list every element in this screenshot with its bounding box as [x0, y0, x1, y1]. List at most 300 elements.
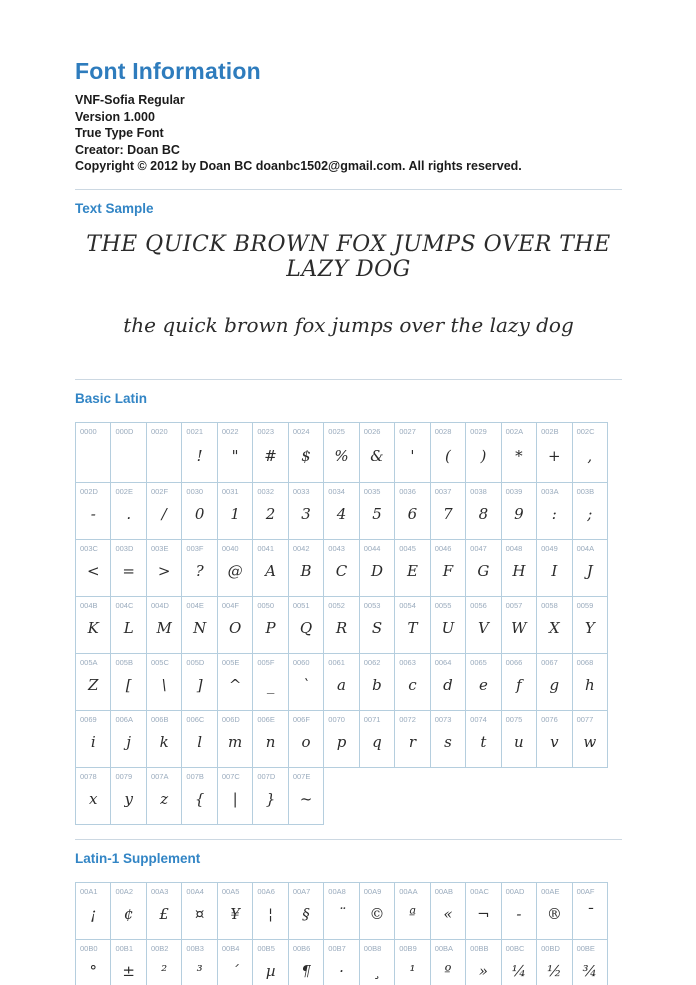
char-glyph: d [443, 676, 453, 694]
char-glyph: \ [161, 676, 167, 694]
char-code-label: 004C [115, 600, 134, 610]
char-code-label: 004A [576, 543, 595, 553]
char-code-label: 0075 [505, 714, 523, 724]
char-glyph: / [161, 505, 167, 523]
char-glyph: Y [584, 619, 595, 637]
char-code-label: 00B6 [292, 943, 311, 953]
char-glyph: * [515, 446, 523, 465]
char-code-label: 00BB [470, 943, 489, 953]
char-code-label: 005D [186, 657, 205, 667]
char-cell [359, 939, 395, 985]
char-cell [217, 653, 253, 711]
char-cell [252, 710, 288, 768]
char-glyph: ^ [228, 676, 242, 694]
char-glyph: µ [265, 962, 276, 980]
char-glyph: @ [227, 562, 243, 580]
char-cell [465, 939, 501, 985]
char-cell [465, 882, 501, 940]
char-cell [252, 882, 288, 940]
char-glyph: H [512, 562, 526, 580]
char-code-label: 0000 [80, 426, 97, 436]
char-glyph: ¯ [586, 905, 594, 923]
char-cell [217, 539, 253, 597]
char-cell [501, 422, 537, 483]
char-cell [181, 939, 217, 985]
char-cell [288, 482, 324, 540]
char-cell [394, 710, 430, 768]
char-code-label: 006A [115, 714, 133, 724]
char-cell [465, 482, 501, 540]
char-cell [572, 939, 608, 985]
char-cell [75, 939, 111, 985]
char-cell [572, 596, 608, 654]
char-cell [252, 767, 288, 825]
char-cell [430, 539, 466, 597]
char-glyph: f [516, 676, 522, 694]
char-code-label: 0039 [505, 486, 523, 496]
char-glyph: [ [125, 676, 132, 694]
char-code-label: 002C [576, 426, 595, 436]
char-cell [323, 539, 359, 597]
char-code-label: 000D [115, 426, 134, 436]
char-cell [323, 653, 359, 711]
char-code-label: 0070 [328, 714, 345, 724]
char-cell [110, 882, 146, 940]
char-cell [181, 653, 217, 711]
char-code-label: 00A2 [115, 886, 133, 896]
char-code-label: 0043 [328, 543, 345, 553]
char-code-label: 0034 [328, 486, 345, 496]
char-cell [465, 710, 501, 768]
char-glyph: L [123, 619, 134, 637]
char-cell [288, 596, 324, 654]
char-cell [465, 422, 501, 483]
char-glyph: > [157, 562, 171, 580]
char-glyph: ¥ [230, 905, 240, 923]
char-glyph: ¦ [268, 905, 274, 923]
char-cell [536, 482, 572, 540]
char-cell [323, 882, 359, 940]
char-glyph: C [335, 562, 348, 580]
char-code-label: 00AD [505, 886, 525, 896]
char-cell [572, 422, 608, 483]
char-cell [75, 596, 111, 654]
char-glyph: ¼ [511, 962, 527, 980]
char-code-label: 00B1 [115, 943, 133, 953]
char-cell [146, 882, 182, 940]
char-cell [536, 882, 572, 940]
char-glyph [76, 436, 110, 482]
char-glyph: ¶ [301, 962, 311, 980]
char-cell [465, 596, 501, 654]
char-glyph [147, 436, 181, 482]
char-code-label: 00A7 [292, 886, 311, 896]
char-code-label: 0032 [257, 486, 275, 496]
char-glyph: ! [196, 446, 203, 465]
char-code-label: 0068 [576, 657, 594, 667]
char-code-label: 00B4 [221, 943, 240, 953]
char-glyph: ² [161, 962, 168, 980]
char-glyph: ¹ [409, 962, 416, 980]
char-cell [501, 596, 537, 654]
char-glyph: T [407, 619, 418, 637]
char-code-label: 002F [150, 486, 169, 496]
char-glyph: · [339, 962, 344, 980]
char-glyph: 8 [478, 505, 489, 523]
char-glyph: D [370, 562, 383, 580]
char-cell [217, 939, 253, 985]
char-glyph: W [511, 619, 527, 637]
font-name: VNF-Sofia Regular [75, 93, 185, 107]
char-code-label: 002B [541, 426, 559, 436]
char-code-label: 0048 [505, 543, 523, 553]
char-code-label: 003B [576, 486, 595, 496]
char-code-label: 0072 [399, 714, 416, 724]
char-glyph: » [478, 962, 488, 980]
char-cell [572, 539, 608, 597]
char-glyph: _ [266, 676, 275, 694]
char-code-label: 0051 [292, 600, 310, 610]
char-cell [501, 939, 537, 985]
char-cell [288, 767, 324, 825]
char-code-label: 0062 [363, 657, 381, 667]
char-cell [501, 653, 537, 711]
char-code-label: 0052 [328, 600, 345, 610]
char-code-label: 0045 [399, 543, 416, 553]
char-code-label: 005C [150, 657, 169, 667]
char-cell [252, 939, 288, 985]
char-glyph: : [551, 505, 557, 523]
char-code-label: 0022 [221, 426, 239, 436]
char-code-label: 00B3 [186, 943, 204, 953]
char-code-label: 0064 [434, 657, 452, 667]
char-code-label: 0066 [505, 657, 523, 667]
char-glyph: m [227, 733, 243, 751]
char-cell [394, 882, 430, 940]
char-glyph [111, 436, 145, 482]
font-type: True Type Font [75, 126, 164, 140]
char-cell [75, 422, 111, 483]
char-glyph: { [194, 790, 205, 808]
char-cell [181, 422, 217, 483]
char-code-label: 0057 [505, 600, 523, 610]
char-glyph: S [371, 619, 383, 637]
char-cell [359, 539, 395, 597]
char-cell [181, 596, 217, 654]
latin1-supplement-table [75, 882, 622, 985]
char-cell [323, 422, 359, 483]
char-row [75, 939, 622, 985]
char-glyph: G [477, 562, 490, 580]
char-code-label: 004F [221, 600, 239, 610]
char-cell [465, 539, 501, 597]
char-glyph: . [126, 505, 132, 523]
char-row [75, 710, 622, 768]
char-cell [252, 422, 288, 483]
char-code-label: 0065 [470, 657, 487, 667]
char-cell [430, 422, 466, 483]
char-row [75, 482, 622, 540]
char-cell [110, 767, 146, 825]
char-code-label: 0020 [150, 426, 168, 436]
char-glyph: ] [196, 676, 203, 694]
char-cell [181, 767, 217, 825]
char-glyph: = [122, 562, 135, 580]
char-glyph: 6 [407, 505, 418, 523]
char-glyph: A [265, 562, 276, 580]
char-cell [323, 939, 359, 985]
char-code-label: 005A [80, 657, 98, 667]
char-cell [75, 710, 111, 768]
char-glyph: F [442, 562, 454, 580]
char-code-label: 002D [80, 486, 98, 496]
char-glyph: $ [301, 446, 311, 465]
char-glyph: ½ [547, 962, 562, 980]
font-creator: Creator: Doan BC [75, 142, 180, 157]
char-code-label: 0033 [292, 486, 310, 496]
char-code-label: 0031 [221, 486, 239, 496]
char-cell [181, 482, 217, 540]
char-cell [217, 882, 253, 940]
char-glyph: M [156, 619, 172, 637]
char-cell [572, 482, 608, 540]
char-code-label: 0028 [434, 426, 452, 436]
char-glyph: g [549, 676, 560, 694]
char-cell [536, 596, 572, 654]
char-cell [430, 596, 466, 654]
char-glyph: 4 [336, 505, 347, 523]
char-glyph: ¨ [337, 905, 346, 923]
char-glyph: § [302, 905, 310, 923]
char-row [75, 422, 622, 483]
char-glyph: 1 [230, 505, 240, 523]
char-code-label: 00B0 [80, 943, 98, 953]
char-code-label: 006B [150, 714, 169, 724]
char-glyph: r [408, 733, 417, 751]
char-cell [181, 882, 217, 940]
char-cell [359, 653, 395, 711]
char-code-label: 00AA [399, 886, 418, 896]
char-cell [146, 939, 182, 985]
char-cell [146, 653, 182, 711]
char-glyph: l [197, 733, 203, 751]
char-row [75, 882, 622, 940]
char-glyph: ( [444, 446, 451, 465]
char-cell [288, 882, 324, 940]
char-glyph: e [478, 676, 488, 694]
char-row [75, 653, 622, 711]
char-code-label: 0060 [292, 657, 310, 667]
char-cell [181, 710, 217, 768]
char-cell [288, 710, 324, 768]
char-glyph: ' [410, 446, 415, 465]
char-cell [394, 653, 430, 711]
char-cell [75, 482, 111, 540]
char-code-label: 0067 [541, 657, 558, 667]
char-cell [430, 710, 466, 768]
char-code-label: 003E [150, 543, 169, 553]
char-glyph: | [232, 790, 238, 808]
char-glyph: u [514, 733, 524, 751]
char-cell [288, 939, 324, 985]
char-cell [288, 422, 324, 483]
char-cell [394, 939, 430, 985]
char-cell [536, 422, 572, 483]
char-code-label: 0029 [470, 426, 487, 436]
char-cell [217, 767, 253, 825]
char-glyph: P [265, 619, 276, 637]
basic-latin-table [75, 422, 622, 825]
char-cell [252, 539, 288, 597]
char-glyph: y [124, 790, 133, 808]
char-code-label: 007C [221, 771, 240, 781]
char-glyph: - [516, 905, 522, 923]
char-code-label: 00A4 [186, 886, 204, 896]
char-code-label: 006D [221, 714, 240, 724]
char-cell [217, 710, 253, 768]
char-code-label: 0036 [399, 486, 416, 496]
char-glyph: z [160, 790, 169, 808]
char-cell [146, 710, 182, 768]
char-code-label: 0079 [115, 771, 133, 781]
char-cell [501, 710, 537, 768]
char-code-label: 003A [541, 486, 559, 496]
char-glyph: Q [299, 619, 313, 637]
sample-text-lowercase: the quick brown fox jumps over the lazy dog [123, 312, 574, 337]
char-glyph: º [444, 962, 452, 980]
char-glyph: ¬ [477, 905, 490, 923]
char-code-label: 0074 [470, 714, 487, 724]
char-code-label: 0078 [80, 771, 97, 781]
char-code-label: 00AE [541, 886, 560, 896]
char-code-label: 0049 [541, 543, 558, 553]
char-code-label: 00B8 [363, 943, 382, 953]
char-glyph: ° [89, 962, 97, 980]
char-glyph: ¡ [90, 905, 97, 923]
char-cell [110, 710, 146, 768]
char-code-label: 00B9 [399, 943, 417, 953]
char-code-label: 0027 [399, 426, 416, 436]
char-cell [536, 710, 572, 768]
char-cell [501, 539, 537, 597]
char-glyph: n [265, 733, 276, 751]
char-glyph: ± [122, 962, 135, 980]
char-cell [146, 539, 182, 597]
char-code-label: 0053 [363, 600, 381, 610]
char-cell [146, 767, 182, 825]
char-code-label: 005F [257, 657, 275, 667]
char-glyph: 3 [301, 505, 311, 523]
char-glyph: J [586, 562, 593, 580]
char-glyph: # [264, 446, 277, 465]
char-cell [501, 482, 537, 540]
char-code-label: 002A [505, 426, 524, 436]
char-cell [536, 939, 572, 985]
char-glyph: ´ [231, 962, 239, 980]
char-glyph: " [231, 446, 239, 465]
char-cell [572, 653, 608, 711]
char-cell [501, 882, 537, 940]
char-glyph: N [193, 619, 207, 637]
char-cell [75, 653, 111, 711]
char-code-label: 00AB [434, 886, 454, 896]
char-cell [359, 596, 395, 654]
char-cell [75, 539, 111, 597]
char-code-label: 00B5 [257, 943, 275, 953]
char-glyph: s [444, 733, 452, 751]
char-glyph: I [551, 562, 558, 580]
char-code-label: 00A1 [80, 886, 98, 896]
char-cell [394, 422, 430, 483]
char-code-label: 0021 [186, 426, 204, 436]
char-cell [75, 767, 111, 825]
char-cell [323, 596, 359, 654]
section-divider [75, 379, 622, 380]
char-cell [359, 882, 395, 940]
char-cell [465, 653, 501, 711]
char-glyph: h [584, 676, 595, 694]
char-code-label: 0077 [576, 714, 594, 724]
char-glyph: ª [408, 905, 417, 923]
section-divider [75, 189, 622, 190]
char-code-label: 004B [80, 600, 98, 610]
char-code-label: 00A9 [363, 886, 382, 896]
char-cell [146, 482, 182, 540]
char-glyph: Z [88, 676, 99, 694]
char-cell [217, 482, 253, 540]
char-glyph: j [126, 733, 132, 751]
char-code-label: 0059 [576, 600, 594, 610]
char-glyph: © [369, 905, 385, 923]
char-code-label: 00A8 [328, 886, 346, 896]
char-code-label: 00A6 [257, 886, 275, 896]
section-divider [75, 839, 622, 840]
char-glyph: } [265, 790, 276, 808]
char-glyph: V [477, 619, 489, 637]
char-code-label: 0076 [541, 714, 558, 724]
char-row [75, 539, 622, 597]
font-version: Version 1.000 [75, 109, 155, 124]
char-glyph: E [406, 562, 418, 580]
char-glyph: ? [195, 562, 204, 580]
section-heading-latin1-supplement: Latin-1 Supplement [75, 850, 201, 866]
char-code-label: 0050 [257, 600, 275, 610]
char-glyph: « [443, 905, 453, 923]
char-cell [323, 710, 359, 768]
char-code-label: 003D [115, 543, 134, 553]
char-glyph: U [441, 619, 455, 637]
char-cell [110, 939, 146, 985]
char-code-label: 00BE [576, 943, 595, 953]
char-code-label: 0037 [434, 486, 452, 496]
char-glyph: t [480, 733, 487, 751]
char-code-label: 0030 [186, 486, 204, 496]
char-glyph: B [300, 562, 312, 580]
section-heading-text-sample: Text Sample [75, 200, 154, 216]
char-code-label: 006C [186, 714, 205, 724]
char-glyph: 9 [514, 505, 524, 523]
char-cell [110, 653, 146, 711]
char-cell [394, 596, 430, 654]
char-glyph: w [583, 733, 597, 751]
char-glyph: q [372, 733, 382, 751]
char-code-label: 0063 [399, 657, 416, 667]
char-cell [430, 882, 466, 940]
char-cell [359, 482, 395, 540]
char-code-label: 00AC [470, 886, 489, 896]
char-code-label: 007B [186, 771, 204, 781]
char-code-label: 0025 [328, 426, 345, 436]
